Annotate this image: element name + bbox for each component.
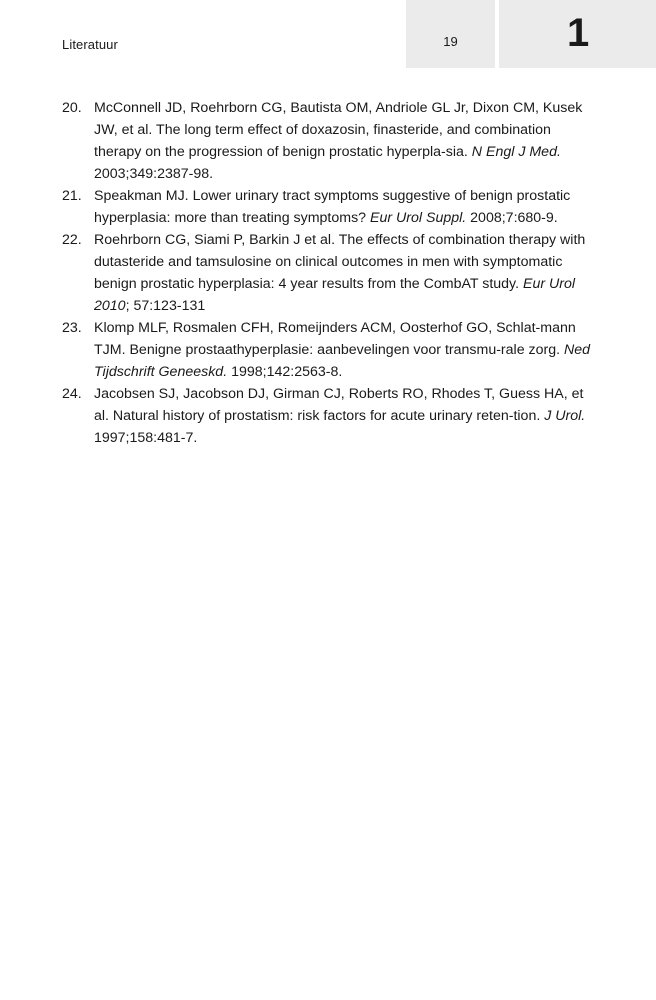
page-number: 19 bbox=[443, 34, 458, 49]
reference-number: 20. bbox=[62, 100, 82, 116]
reference-text bbox=[94, 317, 602, 383]
reference-item bbox=[62, 185, 602, 229]
reference-item bbox=[62, 97, 602, 185]
reference-item bbox=[62, 317, 602, 383]
reference-authors-title: Klomp MLF, Rosmalen CFH, Romeijnders ACM, Oosterhof GO, Schlat-mann TJM. Benigne prostaathyperplasie: aanbevelingen voor transmu-rale zorg. bbox=[94, 320, 576, 358]
chapter-tab bbox=[499, 0, 656, 68]
reference-number: 21. bbox=[62, 188, 82, 204]
reference-journal: Ned Tijdschrift Geneeskd. bbox=[94, 342, 591, 380]
reference-number: 23. bbox=[62, 320, 82, 336]
reference-citation: 1997;158:481-7. bbox=[94, 430, 198, 446]
page-number-box bbox=[406, 0, 495, 68]
reference-authors-title: McConnell JD, Roehrborn CG, Bautista OM, Andriole GL Jr, Dixon CM, Kusek JW, et al. The long term effect of doxazosin, finasteride, and combination therapy on the progression of benign prostatic hyperpla-sia. bbox=[94, 100, 583, 160]
reference-journal: N Engl J Med. bbox=[471, 144, 561, 160]
reference-number: 24. bbox=[62, 386, 82, 402]
reference-journal: J Urol. bbox=[544, 408, 586, 424]
reference-text bbox=[94, 383, 602, 449]
reference-item bbox=[62, 383, 602, 449]
reference-text bbox=[94, 185, 602, 229]
reference-citation: 2003;349:2387-98. bbox=[94, 166, 214, 182]
chapter-number: 1 bbox=[567, 11, 590, 55]
reference-citation: ; 57:123-131 bbox=[125, 298, 206, 314]
reference-item bbox=[62, 229, 602, 317]
reference-number: 22. bbox=[62, 232, 82, 248]
reference-journal: Eur Urol 2010 bbox=[94, 276, 576, 314]
reference-text bbox=[94, 229, 602, 317]
reference-journal: Eur Urol Suppl. bbox=[370, 210, 467, 226]
reference-authors-title: Roehrborn CG, Siami P, Barkin J et al. The effects of combination therapy with dutasteride and tamsulosine on clinical outcomes in men with symptomatic benign prostatic hyperplasia: 4 year results from the CombAT study. bbox=[94, 232, 586, 292]
reference-authors-title: Speakman MJ. Lower urinary tract symptoms suggestive of benign prostatic hyperplasia: more than treating symptoms? bbox=[94, 188, 571, 226]
reference-citation: 1998;142:2563-8. bbox=[231, 364, 343, 380]
reference-citation: 2008;7:680-9. bbox=[470, 210, 558, 226]
reference-list bbox=[62, 97, 602, 449]
reference-text bbox=[94, 97, 602, 185]
reference-authors-title: Jacobsen SJ, Jacobson DJ, Girman CJ, Roberts RO, Rhodes T, Guess HA, et al. Natural history of prostatism: risk factors for acute urinary reten-tion. bbox=[94, 386, 584, 424]
running-head: Literatuur bbox=[62, 37, 118, 52]
